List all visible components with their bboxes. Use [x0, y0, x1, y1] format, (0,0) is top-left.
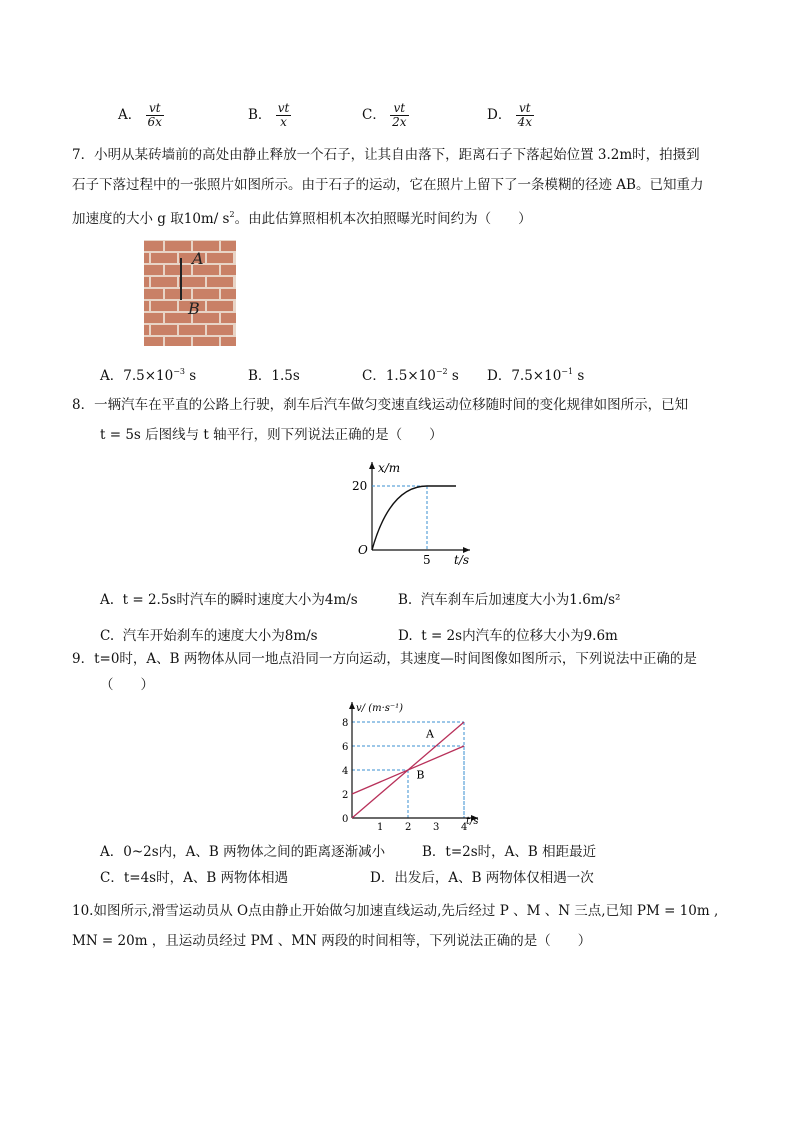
q8-origin: O [358, 543, 368, 557]
q8-ytick: 20 [352, 479, 368, 493]
q6-option-b: B． $\frac{vt}{x}$ [248, 101, 290, 129]
q9-x-tick-label: 3 [433, 822, 440, 830]
q7-option-a: A．$7.5\times 10^{-3}$ s [100, 367, 197, 384]
brick-wall-photo [144, 240, 236, 346]
q10-stem-line1: 10.如图所示,滑雪运动员从 O点由静止开始做匀加速直线运动,先后经过 P 、M 、N 三点,已知 PM = 10m , [72, 903, 719, 919]
q9-y-tick-label: 4 [342, 766, 349, 777]
q9-y-tick-label: 2 [342, 790, 349, 801]
q7-option-d: D．$7.5\times 10^{-1}$ s [487, 367, 585, 384]
q9-x-tick-label: 2 [405, 822, 412, 830]
q7-option-c: C．$1.5\times 10^{-2}$ s [362, 367, 459, 384]
q9-y-tick-label: 0 [342, 814, 349, 825]
q9-xlabel: t/s [466, 816, 479, 827]
q8-ylabel: x/m [378, 461, 401, 475]
q9-option-c: C．t=4s时，A、B 两物体相遇 [100, 870, 289, 886]
q9-option-b: B．t=2s时，A、B 相距最近 [422, 844, 597, 860]
q6-option-d: D． $\frac{vt}{4x}$ [487, 101, 533, 129]
q8-option-a: A. t = 2.5s时汽车的瞬时速度大小为4m/s [100, 592, 358, 608]
q9-x-tick-label: 4 [461, 822, 468, 830]
photo-label-a: A [192, 249, 204, 268]
q9-option-d: D．出发后，A、B 两物体仅相遇一次 [370, 870, 594, 886]
q8-xlabel: t/s [454, 553, 470, 567]
q9-series-label-A: A [426, 727, 434, 741]
q9-ylabel: v/ (m·s⁻¹) [356, 703, 404, 714]
q9-stem-line1: 9．t=0时，A、B 两物体从同一地点沿同一方向运动，其速度—时间图像如图所示，下列说法中正确的是 [72, 651, 697, 667]
q9-x-tick-label: 1 [377, 822, 384, 830]
q8-stem-line2: t = 5s 后图线与 t 轴平行，则下列说法正确的是（ ） [100, 427, 443, 443]
q6-option-a: A． $\frac{vt}{6x}$ [118, 101, 162, 129]
q8-displacement-graph [340, 456, 480, 571]
q8-option-d: D. t = 2s内汽车的位移大小为9.6m [398, 628, 618, 644]
q9-series-label-B: B [416, 768, 425, 782]
q9-y-tick-label: 8 [342, 718, 349, 729]
q8-curve [372, 486, 456, 550]
q9-stem-line2: （ ） [100, 677, 154, 693]
q8-option-b: B. 汽车刹车后加速度大小为1.6m/s² [398, 592, 621, 608]
q7-stem-line1: 7．小明从某砖墙前的高处由静止释放一个石子，让其自由落下，距离石子下落起始位置 3.2m时，拍摄到 [72, 147, 700, 163]
q8-option-c: C. 汽车开始刹车的速度大小为8m/s [100, 628, 318, 644]
q6-option-c: C． $\frac{vt}{2x}$ [362, 101, 407, 129]
q9-y-tick-label: 6 [342, 742, 349, 753]
q8-xtick: 5 [423, 553, 431, 567]
q8-stem-line1: 8．一辆汽车在平直的公路上行驶，刹车后汽车做匀变速直线运动位移随时间的变化规律如图所示，已知 [72, 397, 689, 413]
q9-velocity-chart [332, 700, 492, 830]
photo-label-b: B [188, 299, 200, 318]
q9-option-a: A．0~2s内，A、B 两物体之间的距离逐渐减小 [100, 844, 386, 860]
q7-stem-line2: 石子下落过程中的一张照片如图所示。由于石子的运动，它在照片上留下了一条模糊的径迹 AB。已知重力 [72, 177, 704, 193]
q7-option-b: B．1.5s [248, 368, 300, 384]
q7-stem-line3: 加速度的大小 g 取10m/ $s^2$。由此估算照相机本次拍照曝光时间约为（ ） [72, 210, 532, 227]
q10-stem-line2: MN = 20m ，且运动员经过 PM 、MN 两段的时间相等，下列说法正确的是（ ） [72, 933, 592, 949]
